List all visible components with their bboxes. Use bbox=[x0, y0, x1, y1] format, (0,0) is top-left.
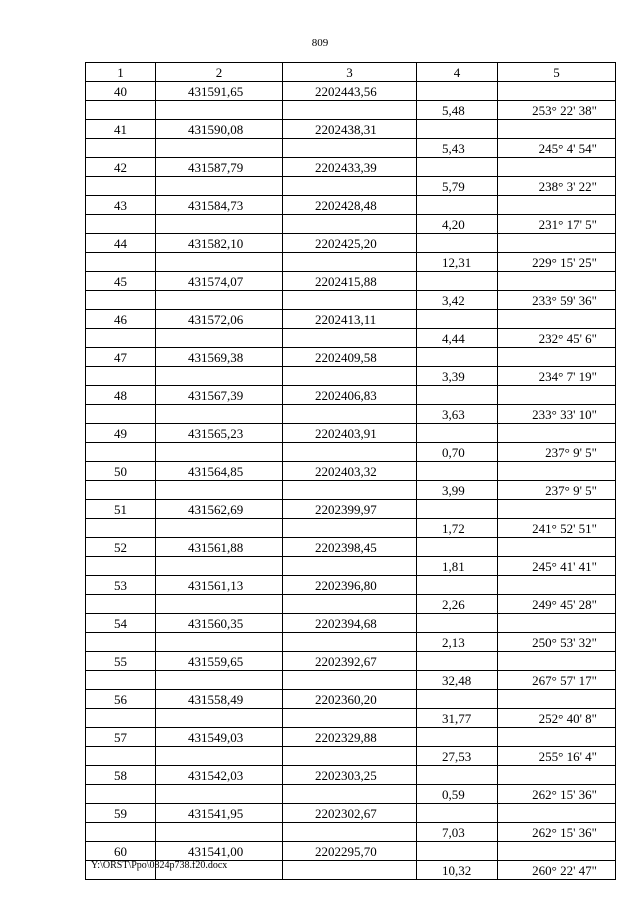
cell-y-coordinate bbox=[283, 595, 417, 614]
cell-y-coordinate: 2202303,25 bbox=[283, 766, 417, 785]
cell-bearing bbox=[498, 424, 616, 443]
cell-bearing bbox=[498, 690, 616, 709]
cell-distance bbox=[417, 310, 498, 329]
cell-point-number: 58 bbox=[86, 766, 156, 785]
cell-distance: 3,63 bbox=[417, 405, 498, 424]
cell-x-coordinate: 431584,73 bbox=[156, 196, 283, 215]
cell-point-number bbox=[86, 823, 156, 842]
table-row bbox=[86, 690, 616, 709]
table-row bbox=[86, 310, 616, 329]
cell-distance: 12,31 bbox=[417, 253, 498, 272]
cell-y-coordinate bbox=[283, 177, 417, 196]
cell-y-coordinate bbox=[283, 367, 417, 386]
cell-bearing bbox=[498, 386, 616, 405]
cell-y-coordinate: 2202295,70 bbox=[283, 842, 417, 861]
cell-x-coordinate bbox=[156, 215, 283, 234]
cell-y-coordinate: 2202302,67 bbox=[283, 804, 417, 823]
cell-x-coordinate: 431574,07 bbox=[156, 272, 283, 291]
cell-bearing: 255° 16' 4" bbox=[498, 747, 616, 766]
cell-distance bbox=[417, 614, 498, 633]
cell-point-number bbox=[86, 329, 156, 348]
cell-distance bbox=[417, 462, 498, 481]
cell-distance: 4,20 bbox=[417, 215, 498, 234]
cell-x-coordinate: 431559,65 bbox=[156, 652, 283, 671]
cell-distance: 5,48 bbox=[417, 101, 498, 120]
cell-point-number: 47 bbox=[86, 348, 156, 367]
cell-bearing: 267° 57' 17" bbox=[498, 671, 616, 690]
table-row bbox=[86, 500, 616, 519]
cell-distance bbox=[417, 576, 498, 595]
cell-y-coordinate: 2202409,58 bbox=[283, 348, 417, 367]
cell-x-coordinate bbox=[156, 329, 283, 348]
cell-x-coordinate: 431591,65 bbox=[156, 82, 283, 101]
cell-x-coordinate bbox=[156, 443, 283, 462]
cell-distance: 0,70 bbox=[417, 443, 498, 462]
cell-distance: 1,81 bbox=[417, 557, 498, 576]
cell-point-number: 49 bbox=[86, 424, 156, 443]
cell-bearing bbox=[498, 310, 616, 329]
cell-y-coordinate: 2202329,88 bbox=[283, 728, 417, 747]
cell-y-coordinate bbox=[283, 861, 417, 880]
cell-x-coordinate: 431562,69 bbox=[156, 500, 283, 519]
cell-y-coordinate bbox=[283, 139, 417, 158]
cell-bearing: 245° 4' 54" bbox=[498, 139, 616, 158]
table-row bbox=[86, 652, 616, 671]
cell-x-coordinate: 431561,88 bbox=[156, 538, 283, 557]
table-row bbox=[86, 519, 616, 538]
cell-x-coordinate: 431560,35 bbox=[156, 614, 283, 633]
cell-y-coordinate bbox=[283, 253, 417, 272]
cell-bearing bbox=[498, 652, 616, 671]
cell-distance bbox=[417, 842, 498, 861]
cell-y-coordinate: 2202394,68 bbox=[283, 614, 417, 633]
cell-bearing: 250° 53' 32" bbox=[498, 633, 616, 652]
cell-x-coordinate: 431569,38 bbox=[156, 348, 283, 367]
cell-distance: 0,59 bbox=[417, 785, 498, 804]
cell-x-coordinate bbox=[156, 671, 283, 690]
cell-distance bbox=[417, 158, 498, 177]
cell-x-coordinate bbox=[156, 747, 283, 766]
table-row bbox=[86, 139, 616, 158]
cell-distance bbox=[417, 272, 498, 291]
cell-y-coordinate bbox=[283, 443, 417, 462]
cell-x-coordinate: 431567,39 bbox=[156, 386, 283, 405]
cell-bearing: 241° 52' 51" bbox=[498, 519, 616, 538]
cell-bearing bbox=[498, 576, 616, 595]
cell-x-coordinate bbox=[156, 291, 283, 310]
table-row bbox=[86, 785, 616, 804]
cell-x-coordinate bbox=[156, 785, 283, 804]
cell-bearing bbox=[498, 614, 616, 633]
cell-bearing: 229° 15' 25" bbox=[498, 253, 616, 272]
cell-distance bbox=[417, 690, 498, 709]
cell-distance bbox=[417, 348, 498, 367]
table-row bbox=[86, 842, 616, 861]
cell-x-coordinate: 431564,85 bbox=[156, 462, 283, 481]
cell-point-number bbox=[86, 709, 156, 728]
table-row bbox=[86, 177, 616, 196]
cell-y-coordinate bbox=[283, 747, 417, 766]
cell-distance bbox=[417, 82, 498, 101]
table-header-row bbox=[86, 63, 616, 82]
cell-x-coordinate bbox=[156, 709, 283, 728]
cell-x-coordinate: 431558,49 bbox=[156, 690, 283, 709]
cell-point-number bbox=[86, 139, 156, 158]
column-header-y-coordinate: 3 bbox=[283, 63, 417, 82]
cell-bearing: 232° 45' 6" bbox=[498, 329, 616, 348]
cell-point-number bbox=[86, 633, 156, 652]
cell-x-coordinate: 431565,23 bbox=[156, 424, 283, 443]
cell-y-coordinate bbox=[283, 215, 417, 234]
cell-bearing: 260° 22' 47" bbox=[498, 861, 616, 880]
cell-x-coordinate: 431572,06 bbox=[156, 310, 283, 329]
table-row bbox=[86, 557, 616, 576]
cell-y-coordinate: 2202438,31 bbox=[283, 120, 417, 139]
cell-x-coordinate: 431561,13 bbox=[156, 576, 283, 595]
cell-distance bbox=[417, 120, 498, 139]
table-row bbox=[86, 709, 616, 728]
cell-distance: 2,13 bbox=[417, 633, 498, 652]
cell-point-number: 48 bbox=[86, 386, 156, 405]
cell-point-number: 41 bbox=[86, 120, 156, 139]
cell-point-number bbox=[86, 747, 156, 766]
cell-point-number: 51 bbox=[86, 500, 156, 519]
cell-y-coordinate: 2202403,32 bbox=[283, 462, 417, 481]
cell-bearing bbox=[498, 158, 616, 177]
table-row bbox=[86, 728, 616, 747]
cell-y-coordinate bbox=[283, 405, 417, 424]
column-header-x-coordinate: 2 bbox=[156, 63, 283, 82]
cell-bearing bbox=[498, 842, 616, 861]
cell-point-number: 53 bbox=[86, 576, 156, 595]
table-row bbox=[86, 424, 616, 443]
cell-y-coordinate bbox=[283, 785, 417, 804]
table-row bbox=[86, 823, 616, 842]
cell-y-coordinate bbox=[283, 671, 417, 690]
cell-bearing bbox=[498, 728, 616, 747]
cell-distance: 3,39 bbox=[417, 367, 498, 386]
cell-x-coordinate bbox=[156, 595, 283, 614]
cell-bearing: 234° 7' 19" bbox=[498, 367, 616, 386]
table-body bbox=[86, 82, 616, 880]
cell-point-number: 43 bbox=[86, 196, 156, 215]
table-row bbox=[86, 348, 616, 367]
cell-distance: 7,03 bbox=[417, 823, 498, 842]
cell-point-number bbox=[86, 215, 156, 234]
cell-y-coordinate bbox=[283, 633, 417, 652]
table-row bbox=[86, 481, 616, 500]
cell-point-number: 40 bbox=[86, 82, 156, 101]
cell-distance bbox=[417, 500, 498, 519]
table-row bbox=[86, 614, 616, 633]
cell-bearing bbox=[498, 348, 616, 367]
cell-bearing bbox=[498, 804, 616, 823]
cell-x-coordinate bbox=[156, 633, 283, 652]
cell-point-number: 56 bbox=[86, 690, 156, 709]
table-row bbox=[86, 329, 616, 348]
cell-distance: 2,26 bbox=[417, 595, 498, 614]
page-number: 809 bbox=[311, 37, 329, 49]
table-row bbox=[86, 253, 616, 272]
cell-point-number: 57 bbox=[86, 728, 156, 747]
cell-point-number bbox=[86, 253, 156, 272]
cell-x-coordinate: 431582,10 bbox=[156, 234, 283, 253]
cell-distance: 32,48 bbox=[417, 671, 498, 690]
cell-point-number bbox=[86, 101, 156, 120]
cell-bearing bbox=[498, 82, 616, 101]
cell-y-coordinate: 2202433,39 bbox=[283, 158, 417, 177]
cell-bearing: 233° 33' 10" bbox=[498, 405, 616, 424]
cell-bearing: 237° 9' 5" bbox=[498, 481, 616, 500]
cell-point-number bbox=[86, 519, 156, 538]
cell-y-coordinate: 2202415,88 bbox=[283, 272, 417, 291]
column-header-distance: 4 bbox=[417, 63, 498, 82]
table-row bbox=[86, 595, 616, 614]
cell-point-number: 52 bbox=[86, 538, 156, 557]
table-row bbox=[86, 462, 616, 481]
coordinates-table bbox=[85, 62, 616, 880]
cell-bearing: 238° 3' 22" bbox=[498, 177, 616, 196]
cell-x-coordinate: 431542,03 bbox=[156, 766, 283, 785]
cell-x-coordinate: 431541,95 bbox=[156, 804, 283, 823]
cell-point-number: 44 bbox=[86, 234, 156, 253]
cell-point-number: 60 bbox=[86, 842, 156, 861]
cell-y-coordinate: 2202443,56 bbox=[283, 82, 417, 101]
cell-y-coordinate: 2202403,91 bbox=[283, 424, 417, 443]
cell-point-number bbox=[86, 367, 156, 386]
cell-point-number: 55 bbox=[86, 652, 156, 671]
table-row bbox=[86, 576, 616, 595]
cell-x-coordinate bbox=[156, 481, 283, 500]
cell-point-number bbox=[86, 291, 156, 310]
cell-y-coordinate bbox=[283, 823, 417, 842]
cell-bearing: 233° 59' 36" bbox=[498, 291, 616, 310]
cell-distance: 27,53 bbox=[417, 747, 498, 766]
cell-x-coordinate bbox=[156, 519, 283, 538]
cell-y-coordinate bbox=[283, 481, 417, 500]
cell-y-coordinate: 2202392,67 bbox=[283, 652, 417, 671]
cell-bearing bbox=[498, 234, 616, 253]
cell-distance: 10,32 bbox=[417, 861, 498, 880]
cell-y-coordinate bbox=[283, 557, 417, 576]
table-row bbox=[86, 443, 616, 462]
table-row bbox=[86, 367, 616, 386]
cell-distance: 3,42 bbox=[417, 291, 498, 310]
cell-y-coordinate bbox=[283, 101, 417, 120]
cell-distance bbox=[417, 652, 498, 671]
table-row bbox=[86, 234, 616, 253]
column-header-bearing: 5 bbox=[498, 63, 616, 82]
cell-x-coordinate: 431541,00 bbox=[156, 842, 283, 861]
cell-distance: 3,99 bbox=[417, 481, 498, 500]
table-row bbox=[86, 747, 616, 766]
cell-bearing: 237° 9' 5" bbox=[498, 443, 616, 462]
cell-x-coordinate bbox=[156, 177, 283, 196]
column-header-point-number: 1 bbox=[86, 63, 156, 82]
cell-distance bbox=[417, 728, 498, 747]
cell-y-coordinate: 2202413,11 bbox=[283, 310, 417, 329]
table-row bbox=[86, 82, 616, 101]
cell-distance bbox=[417, 424, 498, 443]
table-row bbox=[86, 291, 616, 310]
cell-distance bbox=[417, 196, 498, 215]
cell-bearing bbox=[498, 766, 616, 785]
cell-distance bbox=[417, 386, 498, 405]
table-row bbox=[86, 405, 616, 424]
cell-point-number bbox=[86, 481, 156, 500]
cell-y-coordinate: 2202406,83 bbox=[283, 386, 417, 405]
cell-x-coordinate bbox=[156, 253, 283, 272]
cell-y-coordinate: 2202360,20 bbox=[283, 690, 417, 709]
cell-bearing bbox=[498, 462, 616, 481]
cell-point-number bbox=[86, 557, 156, 576]
cell-x-coordinate bbox=[156, 101, 283, 120]
table-row bbox=[86, 196, 616, 215]
cell-point-number: 45 bbox=[86, 272, 156, 291]
cell-distance bbox=[417, 538, 498, 557]
cell-y-coordinate: 2202399,97 bbox=[283, 500, 417, 519]
cell-x-coordinate bbox=[156, 557, 283, 576]
cell-x-coordinate: 431549,03 bbox=[156, 728, 283, 747]
cell-distance bbox=[417, 804, 498, 823]
cell-point-number: 42 bbox=[86, 158, 156, 177]
cell-y-coordinate bbox=[283, 329, 417, 348]
table-row bbox=[86, 671, 616, 690]
cell-x-coordinate: 431590,08 bbox=[156, 120, 283, 139]
cell-y-coordinate: 2202428,48 bbox=[283, 196, 417, 215]
cell-bearing: 253° 22' 38" bbox=[498, 101, 616, 120]
cell-point-number bbox=[86, 177, 156, 196]
table-row bbox=[86, 272, 616, 291]
footer-file-path: Y:\ORST\Ppo\0824p738.f20.docx bbox=[91, 860, 228, 871]
cell-bearing: 249° 45' 28" bbox=[498, 595, 616, 614]
table-row bbox=[86, 215, 616, 234]
cell-bearing: 252° 40' 8" bbox=[498, 709, 616, 728]
cell-bearing: 245° 41' 41" bbox=[498, 557, 616, 576]
table-row bbox=[86, 120, 616, 139]
table-row bbox=[86, 804, 616, 823]
cell-y-coordinate bbox=[283, 709, 417, 728]
cell-bearing bbox=[498, 120, 616, 139]
cell-point-number: 54 bbox=[86, 614, 156, 633]
cell-y-coordinate: 2202398,45 bbox=[283, 538, 417, 557]
cell-point-number bbox=[86, 405, 156, 424]
cell-distance: 31,77 bbox=[417, 709, 498, 728]
cell-y-coordinate bbox=[283, 519, 417, 538]
cell-point-number: 59 bbox=[86, 804, 156, 823]
cell-y-coordinate bbox=[283, 291, 417, 310]
cell-x-coordinate bbox=[156, 367, 283, 386]
table-row bbox=[86, 766, 616, 785]
cell-point-number bbox=[86, 785, 156, 804]
cell-distance bbox=[417, 766, 498, 785]
table-row bbox=[86, 158, 616, 177]
cell-bearing: 262° 15' 36" bbox=[498, 823, 616, 842]
cell-distance: 4,44 bbox=[417, 329, 498, 348]
cell-point-number bbox=[86, 443, 156, 462]
table-row bbox=[86, 633, 616, 652]
cell-point-number bbox=[86, 671, 156, 690]
cell-bearing: 231° 17' 5" bbox=[498, 215, 616, 234]
cell-bearing: 262° 15' 36" bbox=[498, 785, 616, 804]
cell-x-coordinate bbox=[156, 823, 283, 842]
cell-point-number: 50 bbox=[86, 462, 156, 481]
table-row bbox=[86, 538, 616, 557]
cell-distance: 5,43 bbox=[417, 139, 498, 158]
table-row bbox=[86, 386, 616, 405]
cell-x-coordinate bbox=[156, 405, 283, 424]
cell-distance: 5,79 bbox=[417, 177, 498, 196]
cell-point-number: 46 bbox=[86, 310, 156, 329]
cell-point-number bbox=[86, 595, 156, 614]
table-row bbox=[86, 101, 616, 120]
cell-x-coordinate: 431587,79 bbox=[156, 158, 283, 177]
cell-bearing bbox=[498, 500, 616, 519]
cell-distance bbox=[417, 234, 498, 253]
cell-distance: 1,72 bbox=[417, 519, 498, 538]
cell-bearing bbox=[498, 538, 616, 557]
cell-x-coordinate bbox=[156, 139, 283, 158]
cell-bearing bbox=[498, 272, 616, 291]
cell-bearing bbox=[498, 196, 616, 215]
cell-y-coordinate: 2202396,80 bbox=[283, 576, 417, 595]
cell-y-coordinate: 2202425,20 bbox=[283, 234, 417, 253]
